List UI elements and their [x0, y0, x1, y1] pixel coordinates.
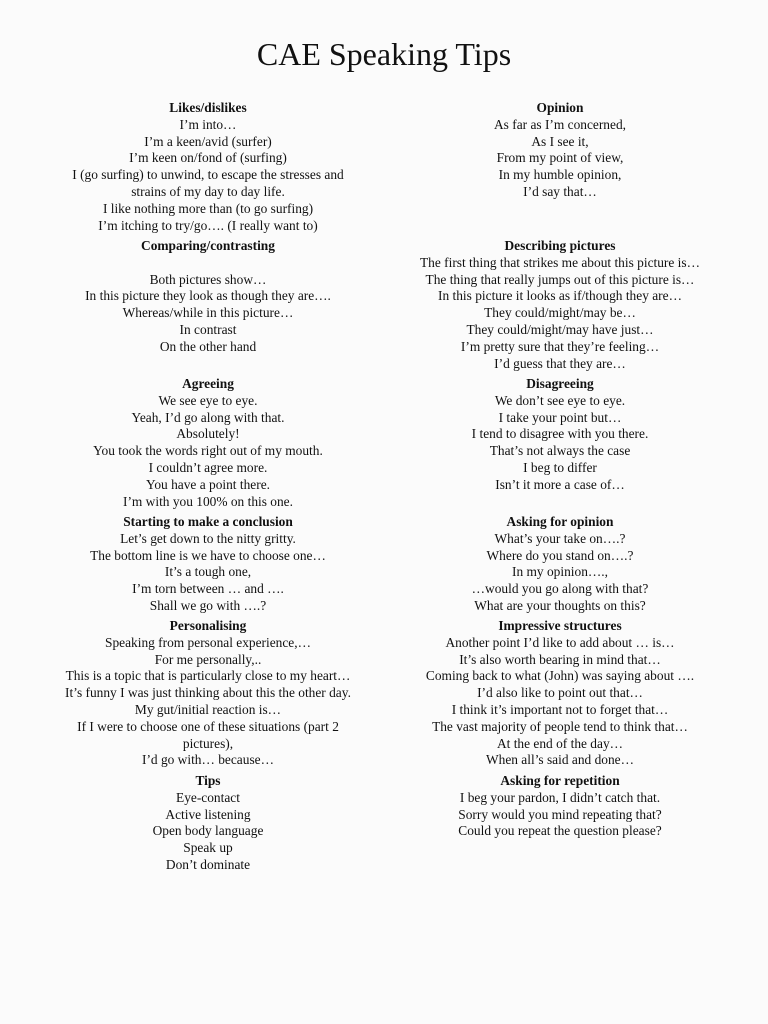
phrase-line: You have a point there. — [146, 476, 270, 492]
phrase-line: I’m with you 100% on this one. — [123, 493, 293, 509]
phrase-line: As far as I’m concerned, — [494, 116, 626, 132]
section-heading: Likes/dislikes — [169, 100, 247, 115]
phrase-line: At the end of the day… — [496, 735, 624, 751]
phrase-line: Open body language — [152, 823, 264, 839]
phrase-line: When all’s said and done… — [485, 752, 634, 768]
phrase-line: I’m keen on/fond of (surfing) — [129, 150, 287, 166]
phrase-line: I’d go with… because… — [141, 752, 274, 768]
phrase-line: I’d guess that they are… — [494, 355, 626, 371]
phrase-line: My gut/initial reaction is… — [134, 701, 282, 717]
section-agreeing — [38, 376, 378, 510]
section-heading: Disagreeing — [526, 376, 594, 391]
spacer — [38, 255, 378, 272]
phrase-line: The bottom line is we have to choose one… — [90, 547, 326, 563]
phrase-line: strains of my day to day life. — [131, 183, 285, 199]
phrase-line: Don’t dominate — [165, 856, 251, 872]
section-impressive-structures — [390, 618, 730, 769]
phrase-line: On the other hand — [159, 338, 257, 354]
phrase-line: It’s funny I was just thinking about this the other day. — [65, 685, 351, 701]
phrase-line: I’m pretty sure that they’re feeling… — [460, 338, 660, 354]
section-making-conclusion — [38, 514, 378, 615]
phrase-line: Speaking from personal experience,… — [105, 634, 311, 650]
phrase-line: I couldn’t agree more. — [148, 459, 268, 475]
section-comparing-contrasting — [38, 238, 378, 356]
section-heading: Asking for opinion — [506, 514, 614, 529]
section-heading: Tips — [195, 773, 221, 788]
phrase-line: In my humble opinion, — [498, 167, 622, 183]
section-asking-repetition — [390, 773, 730, 840]
phrase-line: Shall we go with ….? — [149, 597, 267, 613]
section-personalising — [38, 618, 378, 769]
phrase-line: I’m into… — [179, 116, 237, 132]
phrase-line: Both pictures show… — [149, 271, 267, 287]
section-heading: Opinion — [536, 100, 584, 115]
phrase-line: Absolutely! — [176, 426, 240, 442]
phrase-line: I’d say that… — [523, 183, 597, 199]
phrase-line: I’d also like to point out that… — [477, 685, 643, 701]
phrase-line: Could you repeat the question please? — [458, 823, 662, 839]
phrase-line: It’s a tough one, — [164, 564, 252, 580]
phrase-line: In contrast — [179, 321, 237, 337]
phrase-line: Whereas/while in this picture… — [122, 305, 294, 321]
phrase-line: I (go surfing) to unwind, to escape the stresses and — [72, 167, 344, 183]
section-describing-pictures — [390, 238, 730, 372]
section-heading: Describing pictures — [504, 238, 616, 253]
section-likes-dislikes — [38, 100, 378, 234]
phrase-line: I think it’s important not to forget that… — [451, 701, 669, 717]
phrase-line: I’m a keen/avid (surfer) — [144, 133, 272, 149]
section-opinion — [390, 100, 730, 201]
phrase-line: I take your point but… — [498, 409, 622, 425]
phrase-line: Let’s get down to the nitty gritty. — [120, 530, 296, 546]
phrase-line: What are your thoughts on this? — [474, 597, 646, 613]
section-disagreeing — [390, 376, 730, 494]
phrase-line: I tend to disagree with you there. — [471, 426, 649, 442]
phrase-line: Coming back to what (John) was saying about …. — [425, 668, 695, 684]
phrase-line: This is a topic that is particularly close to my heart… — [65, 668, 351, 684]
phrase-line: I like nothing more than (to go surfing) — [102, 200, 314, 216]
phrase-line: Speak up — [183, 840, 233, 856]
page-title: CAE Speaking Tips — [256, 36, 512, 72]
phrase-line: If I were to choose one of these situations (part 2 — [77, 718, 339, 734]
section-tips — [38, 773, 378, 874]
phrase-line: In this picture they look as though they are…. — [85, 288, 331, 304]
section-heading: Agreeing — [182, 376, 234, 391]
phrase-line: …would you go along with that? — [471, 581, 649, 597]
phrase-line: Yeah, I’d go along with that. — [131, 409, 285, 425]
phrase-line: In my opinion…., — [512, 564, 608, 580]
phrase-line: We don’t see eye to eye. — [494, 392, 626, 408]
phrase-line: The first thing that strikes me about this picture is… — [419, 254, 701, 270]
phrase-line: Active listening — [165, 806, 251, 822]
phrase-line: What’s your take on….? — [494, 530, 626, 546]
phrase-line: Sorry would you mind repeating that? — [458, 806, 662, 822]
phrase-line: The vast majority of people tend to think that… — [432, 718, 688, 734]
phrase-line: They could/might/may be… — [484, 305, 636, 321]
phrase-line: Isn’t it more a case of… — [495, 476, 625, 492]
section-asking-opinion — [390, 514, 730, 615]
phrase-line: I’m torn between … and …. — [132, 581, 284, 597]
phrase-line: pictures), — [182, 735, 234, 751]
phrase-line: The thing that really jumps out of this picture is… — [425, 271, 695, 287]
section-heading: Personalising — [169, 618, 247, 633]
section-heading: Starting to make a conclusion — [123, 514, 293, 529]
phrase-line: I beg your pardon, I didn’t catch that. — [459, 789, 661, 805]
phrase-line: As I see it, — [531, 133, 589, 149]
phrase-line: You took the words right out of my mouth. — [93, 443, 323, 459]
phrase-line: I beg to differ — [523, 459, 597, 475]
phrase-line: Another point I’d like to add about … is… — [445, 634, 675, 650]
phrase-line: We see eye to eye. — [158, 392, 258, 408]
phrase-line: For me personally,.. — [154, 651, 262, 667]
phrase-line: That’s not always the case — [489, 443, 631, 459]
phrase-line: I’m itching to try/go…. (I really want to) — [98, 217, 318, 233]
section-heading: Asking for repetition — [500, 773, 620, 788]
section-heading: Comparing/contrasting — [141, 238, 275, 253]
phrase-line: From my point of view, — [496, 150, 624, 166]
section-heading: Impressive structures — [498, 618, 622, 633]
phrase-line: Eye-contact — [176, 789, 240, 805]
phrase-line: They could/might/may have just… — [466, 321, 654, 337]
phrase-line: It’s also worth bearing in mind that… — [459, 651, 661, 667]
phrase-line: Where do you stand on….? — [486, 547, 634, 563]
phrase-line: In this picture it looks as if/though they are… — [438, 288, 682, 304]
